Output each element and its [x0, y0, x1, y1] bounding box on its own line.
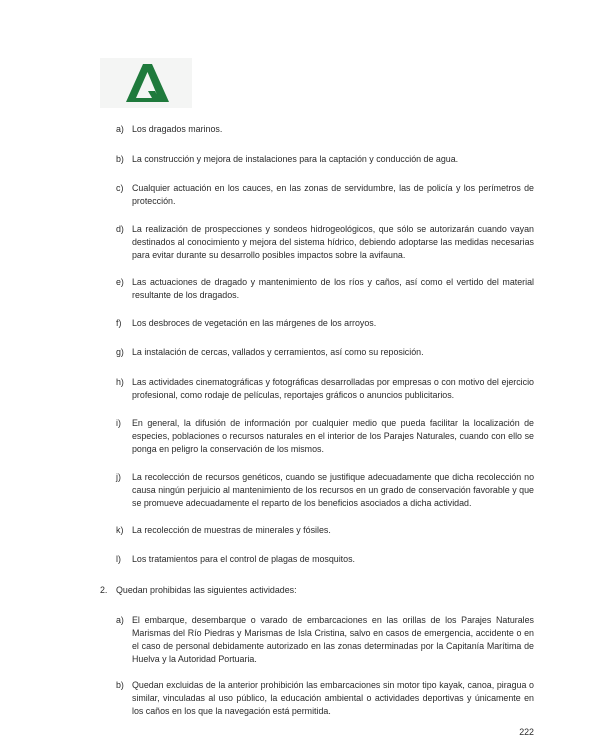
- list-item: [116, 153, 534, 166]
- list-item: [116, 276, 534, 302]
- item-text: Las actuaciones de dragado y mantenimiento de los ríos y caños, así como el vertido del material resultante de los dragados.: [132, 277, 534, 300]
- section-heading: [100, 584, 297, 597]
- section-text: Quedan prohibidas las siguientes actividades:: [116, 585, 297, 595]
- item-marker: b): [116, 154, 124, 164]
- item-marker: i): [116, 418, 121, 428]
- item-marker: f): [116, 318, 122, 328]
- item-text: La recolección de muestras de minerales y fósiles.: [132, 525, 331, 535]
- list-item: [116, 417, 534, 456]
- item-marker: k): [116, 525, 124, 535]
- list-item: [116, 123, 534, 136]
- page-number: 222: [519, 727, 534, 737]
- list-item: [116, 376, 534, 402]
- item-marker: a): [116, 615, 124, 625]
- item-marker: c): [116, 183, 124, 193]
- list-item: [116, 679, 534, 718]
- item-text: Los tratamientos para el control de plagas de mosquitos.: [132, 554, 355, 564]
- item-text: Quedan excluidas de la anterior prohibición las embarcaciones sin motor tipo kayak, canoa, piragua o similar, vinculadas al uso público, la educación ambiental o actividades deportivas y únicamente en los caños en los que la navegación está permitida.: [132, 680, 534, 716]
- item-text: El embarque, desembarque o varado de embarcaciones en las orillas de los Parajes Naturales Marismas del Río Piedras y Marismas de Isla Cristina, salvo en casos de emergencia, accidente o en el caso de personal debidamente autorizado en las zonas determinadas por la Capitanía Marítima de Huelva y la Autoridad Portuaria.: [132, 615, 534, 664]
- item-text: La instalación de cercas, vallados y cerramientos, así como su reposición.: [132, 347, 424, 357]
- item-marker: e): [116, 277, 124, 287]
- item-text: La construcción y mejora de instalaciones para la captación y conducción de agua.: [132, 154, 459, 164]
- item-marker: b): [116, 680, 124, 690]
- item-marker: g): [116, 347, 124, 357]
- list-item: [116, 223, 534, 262]
- list-item: [116, 182, 534, 208]
- item-marker: a): [116, 124, 124, 134]
- item-text: Los dragados marinos.: [132, 124, 223, 134]
- list-item: [116, 317, 534, 330]
- list-item: [116, 553, 534, 566]
- item-text: En general, la difusión de información por cualquier medio que pueda facilitar la localización de especies, poblaciones o recursos naturales en el interior de los Parajes Naturales, cuando con ello se ponga en peligro la conservación de los mismos.: [132, 418, 534, 454]
- list-item: [116, 346, 534, 359]
- list-item: [116, 524, 534, 537]
- item-marker: l): [116, 554, 121, 564]
- item-text: La realización de prospecciones y sondeos hidrogeológicos, que sólo se autorizarán cuando vayan destinados al conocimiento y mejora del sistema hídrico, debiendo adoptarse las medidas necesarias para evitar durante su desarrollo posibles impactos sobre la avifauna.: [132, 224, 534, 260]
- junta-de-andalucia-logo: [100, 58, 192, 108]
- list-item: [116, 614, 534, 666]
- item-text: Las actividades cinematográficas y fotográficas desarrolladas por empresas o con motivo del ejercicio profesional, como rodaje de películas, reportajes gráficos o anuncios publicitarios.: [132, 377, 534, 400]
- item-text: Cualquier actuación en los cauces, en las zonas de servidumbre, las de policía y los perímetros de protección.: [132, 183, 534, 206]
- item-marker: h): [116, 377, 124, 387]
- item-marker: d): [116, 224, 124, 234]
- section-marker: 2.: [100, 585, 108, 595]
- item-text: Los desbroces de vegetación en las márgenes de los arroyos.: [132, 318, 377, 328]
- item-text: La recolección de recursos genéticos, cuando se justifique adecuadamente que dicha recolección no causa ningún perjuicio al mantenimiento de los recursos en un grado de conservación favorable y que se promueve adecuadamente el reparto de los beneficios asociados a dicha actividad.: [132, 472, 534, 508]
- item-marker: j): [116, 472, 121, 482]
- list-item: [116, 471, 534, 510]
